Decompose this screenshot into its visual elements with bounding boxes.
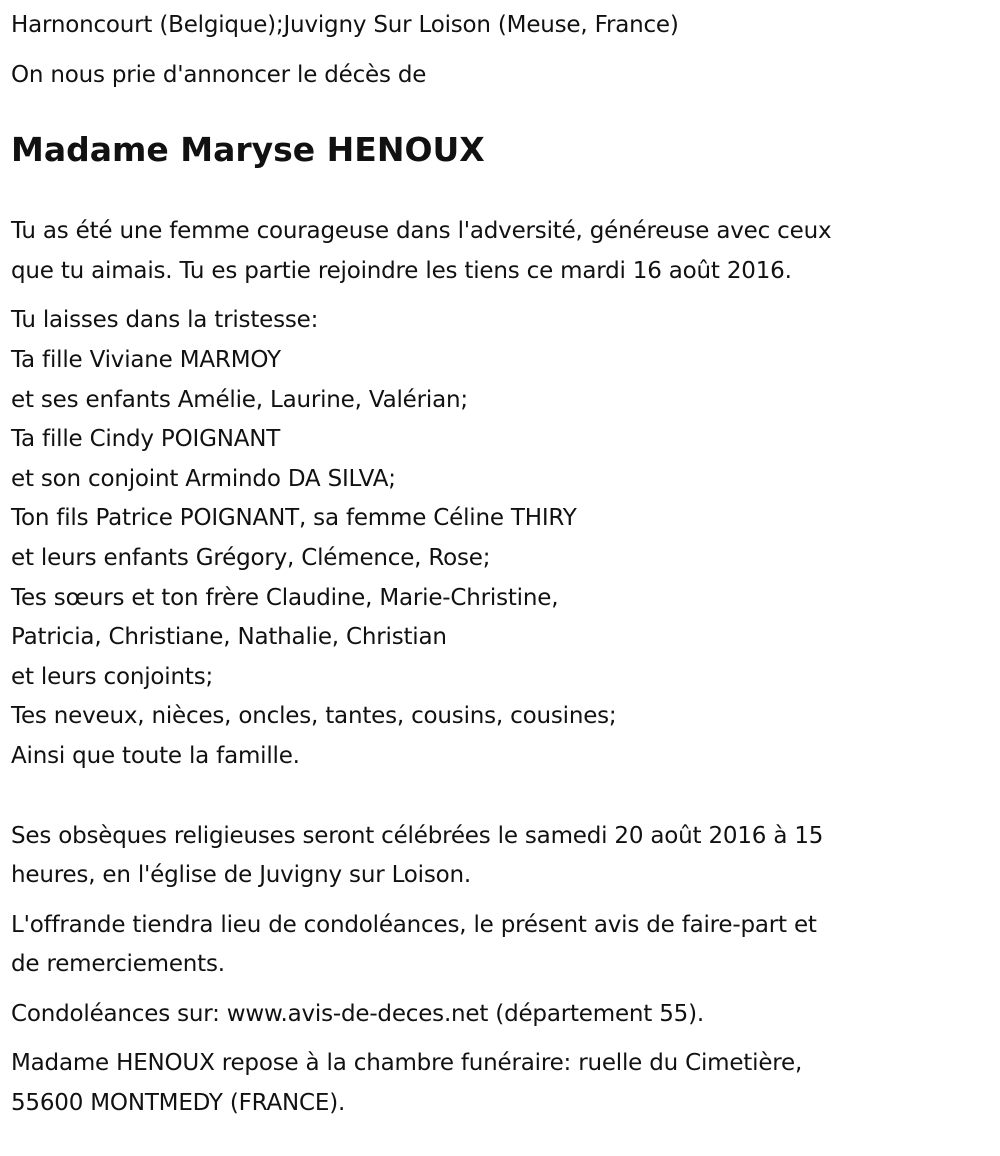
intro-paragraph (11, 56, 1000, 96)
tribute-line: Tu as été une femme courageuse dans l'adversité, généreuse avec ceux (11, 218, 832, 245)
family-line: Tes sœurs et ton frère Claudine, Marie-Christine, (11, 584, 559, 611)
family-line: Ton fils Patrice POIGNANT, sa femme Céline THIRY (11, 505, 577, 532)
family-list (11, 301, 1000, 776)
offering-line: de remerciements. (11, 951, 225, 978)
intro-text: On nous prie d'annoncer le décès de (11, 61, 427, 88)
family-line: Ainsi que toute la famille. (11, 742, 300, 769)
rest-line: Madame HENOUX repose à la chambre funéraire: ruelle du Cimetière, (11, 1050, 803, 1077)
family-line: et ses enfants Amélie, Laurine, Valérian; (11, 386, 468, 413)
offering-paragraph (11, 906, 1000, 985)
family-line: et leurs enfants Grégory, Clémence, Rose; (11, 544, 491, 571)
funeral-line: heures, en l'église de Juvigny sur Loison. (11, 862, 472, 889)
family-line: Ta fille Cindy POIGNANT (11, 426, 281, 453)
family-line: Tu laisses dans la tristesse: (11, 307, 319, 334)
location-text: Harnoncourt (Belgique);Juvigny Sur Loison (Meuse, France) (11, 12, 679, 38)
tribute-paragraph (11, 212, 1000, 291)
condolences-text: Condoléances sur: www.avis-de-deces.net (département 55). (11, 1000, 704, 1027)
tribute-line: que tu aimais. Tu es partie rejoindre les tiens ce mardi 16 août 2016. (11, 257, 792, 284)
family-line: et leurs conjoints; (11, 663, 214, 690)
funeral-paragraph (11, 817, 1000, 896)
offering-line: L'offrande tiendra lieu de condoléances, le présent avis de faire-part et (11, 911, 817, 938)
family-line: Ta fille Viviane MARMOY (11, 346, 281, 373)
condolences-paragraph (11, 995, 1000, 1035)
location-paragraph (11, 6, 1000, 46)
rest-line: 55600 MONTMEDY (FRANCE). (11, 1090, 346, 1117)
family-line: Patricia, Christiane, Nathalie, Christian (11, 624, 447, 651)
spacer (11, 787, 1000, 817)
family-line: et son conjoint Armindo DA SILVA; (11, 465, 396, 492)
family-line: Tes neveux, nièces, oncles, tantes, cousins, cousines; (11, 703, 617, 730)
deceased-name: Madame Maryse HENOUX (11, 130, 485, 170)
rest-paragraph (11, 1044, 1000, 1123)
funeral-line: Ses obsèques religieuses seront célébrées le samedi 20 août 2016 à 15 (11, 822, 824, 849)
